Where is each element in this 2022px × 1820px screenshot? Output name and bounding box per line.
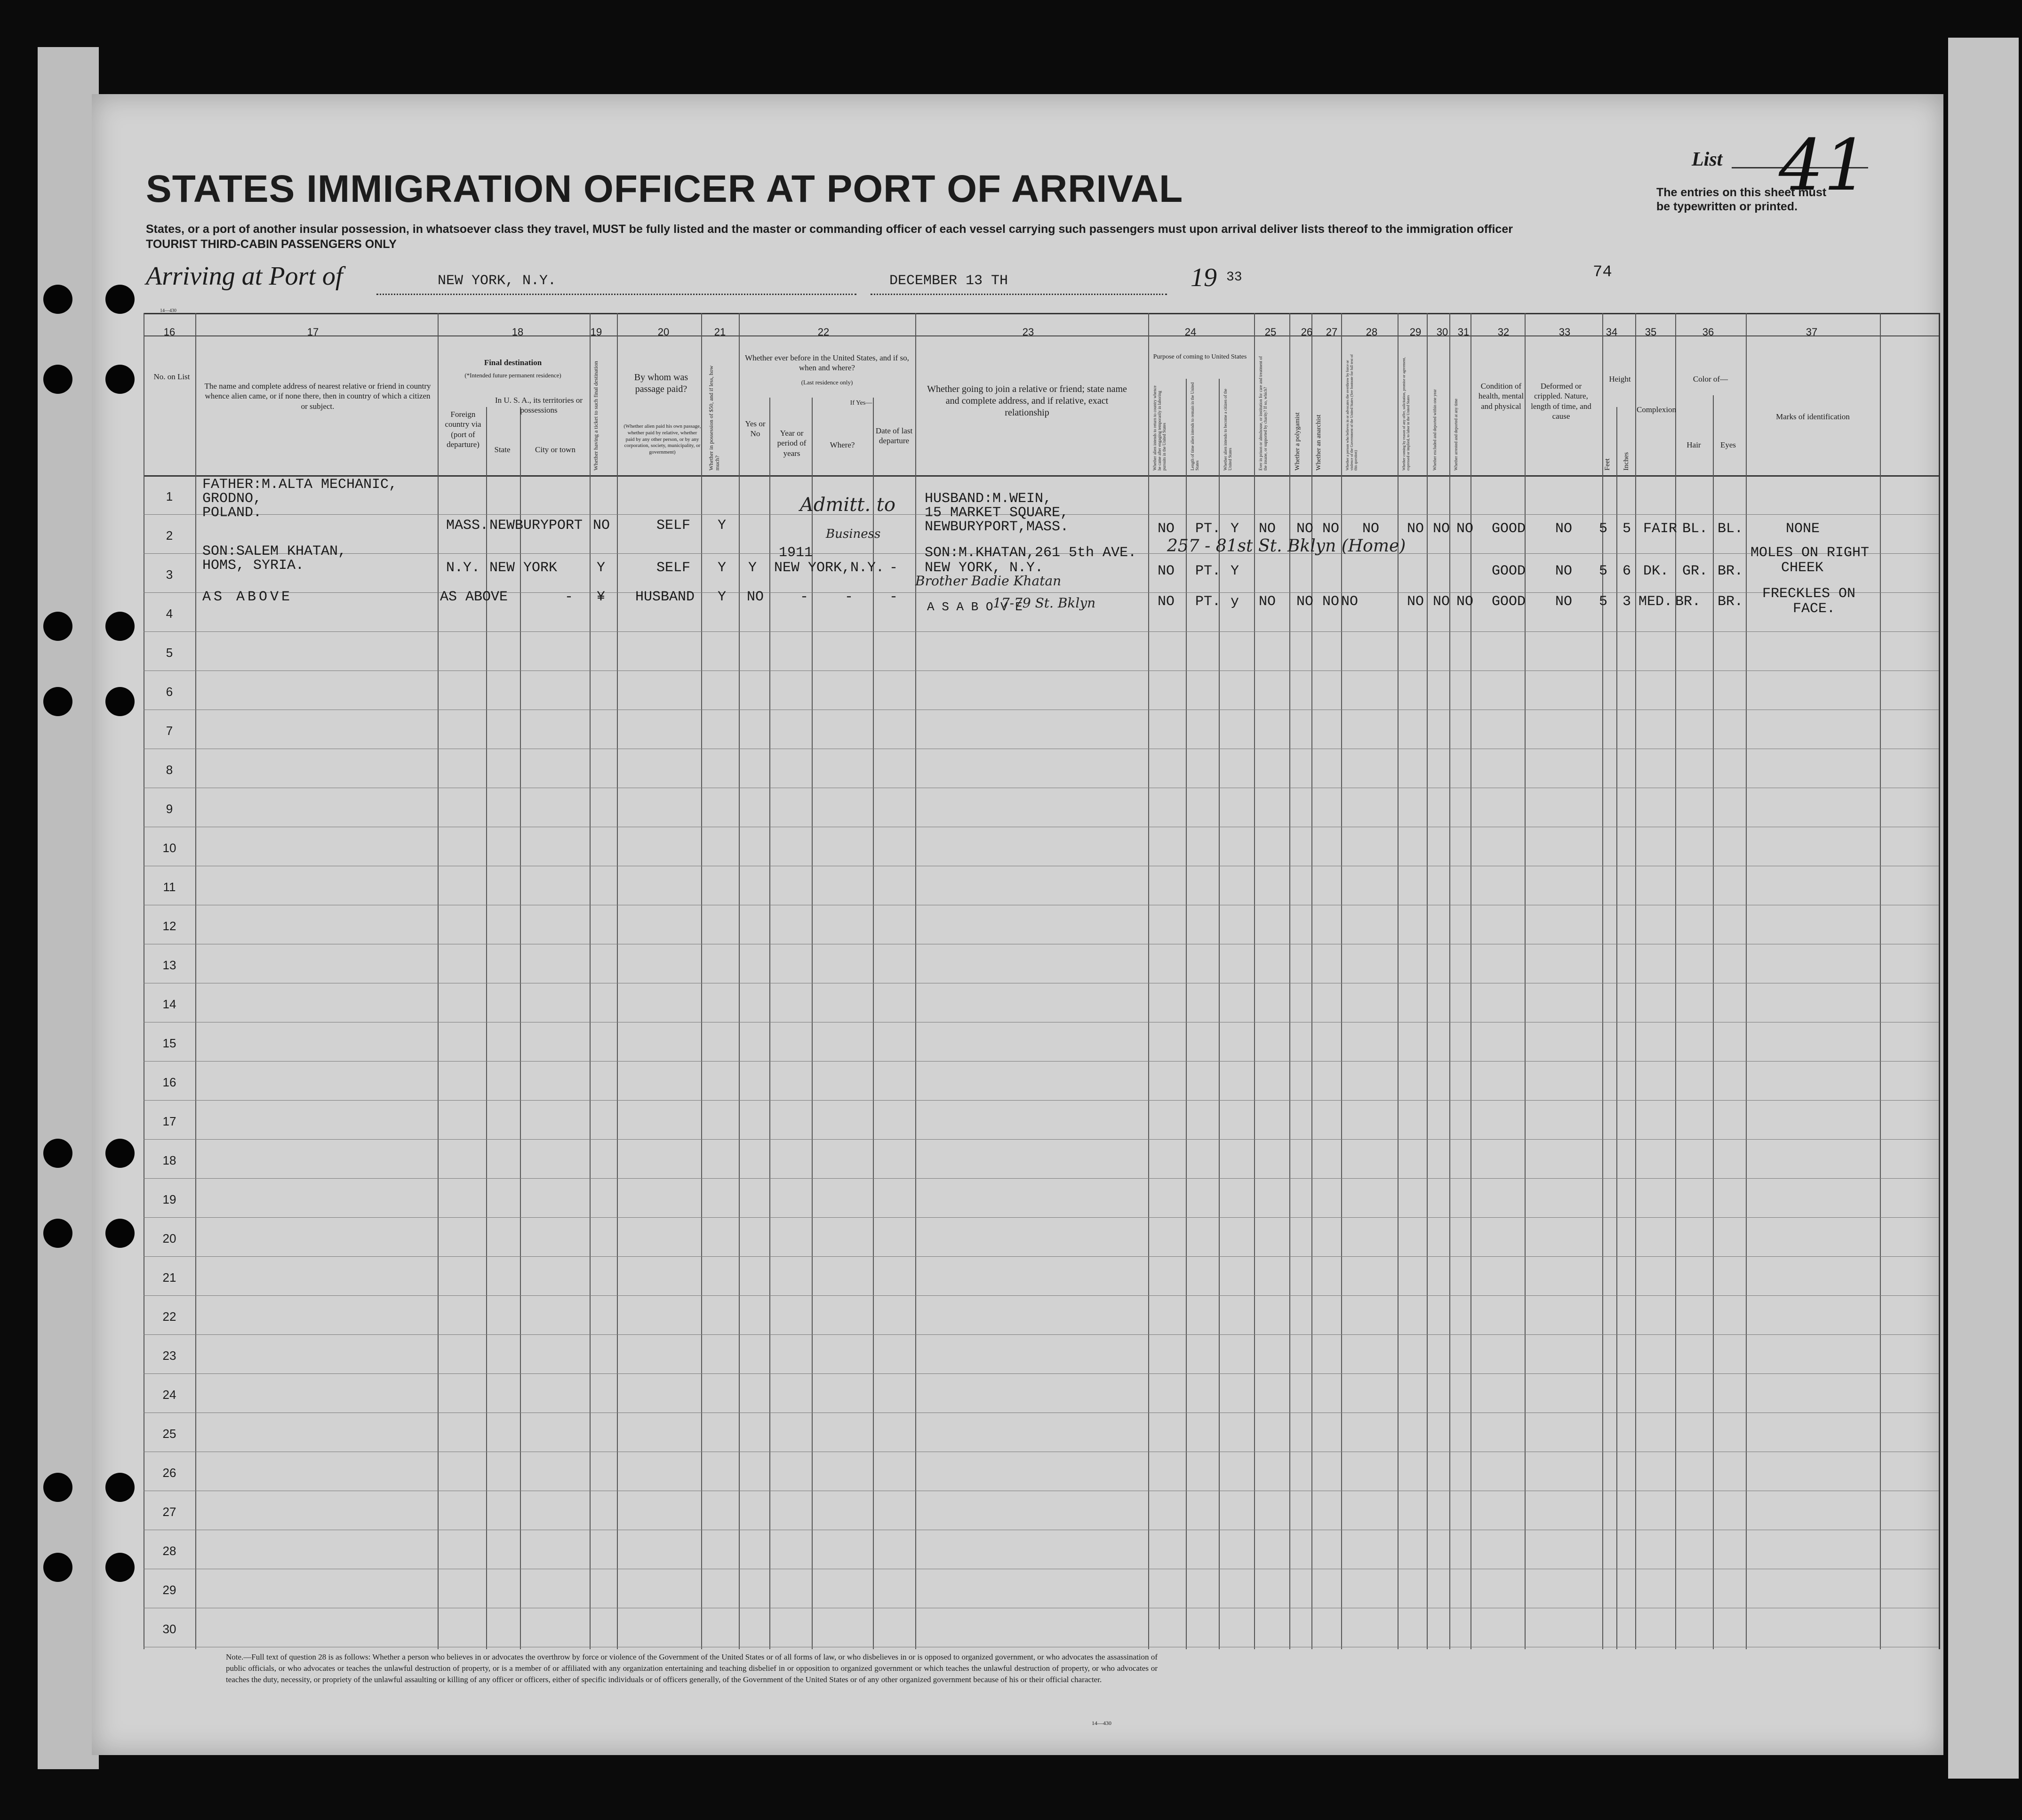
row2-city: NEW YORK	[489, 560, 558, 576]
header-color-of: Color of—	[1693, 375, 1728, 383]
row1-eyes: BL.	[1718, 521, 1743, 537]
row3-polygamist: NO	[1296, 594, 1314, 610]
row1-marks: NONE	[1786, 521, 1820, 537]
port-underline	[376, 294, 856, 295]
header-passage: By whom was passage paid?	[634, 372, 688, 394]
column-number: 36	[1702, 326, 1714, 338]
row-number: 20	[162, 1231, 176, 1245]
row1-overthrow: NO	[1362, 521, 1380, 537]
year-century: 19	[1191, 263, 1217, 292]
row1-handwritten-note-1: Admitt. to	[800, 494, 895, 516]
header-if-yes: If Yes—	[850, 399, 872, 407]
header-polygamist: Whether a polygamist	[1294, 412, 1301, 471]
header-state: State	[494, 445, 511, 454]
row2-where: NEW YORK,N.Y.	[774, 560, 885, 576]
header-complexion: Complexion	[1637, 405, 1677, 414]
row-number: 15	[162, 1036, 176, 1050]
row-number: 29	[162, 1583, 176, 1597]
row1-feet: 5	[1599, 521, 1608, 537]
right-binding-strip	[1948, 38, 2019, 1779]
row2-purpose-c: Y	[1231, 563, 1239, 579]
row1-purpose-a: NO	[1158, 521, 1175, 537]
row-number: 12	[162, 919, 176, 933]
list-number: 41	[1779, 125, 1869, 207]
column-number: 31	[1457, 326, 1470, 338]
row-number: 22	[162, 1309, 176, 1324]
list-label: List	[1692, 149, 1723, 170]
header-year-period: Year or period of years	[777, 429, 807, 458]
column-number: 28	[1366, 326, 1378, 338]
punch-hole	[43, 1219, 72, 1248]
arriving-label: Arriving at Port of	[146, 262, 343, 291]
intro-line-1: States, or a port of another insular possession, in whatsoever class they travel, MUST be fully listed and the master or commanding officer of each vessel carrying such passengers must upon arrival deliver lists thereof to the immigration officer	[146, 223, 1513, 236]
row-number: 8	[166, 763, 173, 777]
column-number: 24	[1184, 326, 1197, 338]
header-purpose-c: Whether alien intends to become a citizen of the United States	[1223, 389, 1232, 471]
row1-polygamist: NO	[1296, 521, 1314, 537]
row3-passage: HUSBAND	[635, 589, 695, 605]
row3-ticket: ¥	[597, 589, 606, 605]
row-number: 6	[166, 685, 173, 699]
column-number: 23	[1022, 326, 1034, 338]
row3-yes-no: NO	[747, 589, 764, 605]
row2-marks-line2: CHEEK	[1781, 560, 1824, 576]
row1-relative-line2: GRODNO,	[202, 491, 262, 507]
header-eyes: Eyes	[1720, 440, 1736, 449]
header-fifty: Whether in possession of $50, and if less, how much?	[708, 365, 721, 471]
column-number: 27	[1326, 326, 1338, 338]
row3-excluded: NO	[1433, 594, 1450, 610]
column-number: 17	[307, 326, 319, 338]
row1-arrested: NO	[1456, 521, 1474, 537]
row3-marks-line2: FACE.	[1793, 601, 1836, 617]
row1-state: MASS.	[446, 518, 489, 534]
row1-join-line1: HUSBAND:M.WEIN,	[925, 491, 1052, 507]
row-line	[144, 631, 1939, 632]
row1-join-line2: 15 MARKET SQUARE,	[925, 505, 1069, 521]
header-purpose-b: Length of time alien intends to remain in the United States	[1190, 382, 1199, 471]
column-number: 34	[1606, 326, 1618, 338]
column-number: 25	[1264, 326, 1277, 338]
punch-hole	[105, 1139, 135, 1168]
sheet-number: 74	[1593, 263, 1612, 281]
header-final-destination: Final destination	[484, 358, 542, 367]
header-foreign-country: Foreign country via (port of departure)	[445, 410, 481, 449]
column-number: 18	[511, 326, 524, 338]
row1-relative-line3: POLAND.	[202, 505, 262, 521]
header-hair: Hair	[1686, 440, 1701, 449]
year-suffix: 33	[1226, 270, 1242, 285]
header-prison: Ever in prison or almshouse, or institution for care and treatment of the insane, or supported by charity? If so, which?	[1258, 356, 1268, 471]
punch-hole	[43, 285, 72, 314]
row3-hair: BR.	[1675, 594, 1701, 610]
row3-purpose-a: NO	[1158, 594, 1175, 610]
row3-state: AS ABOVE	[440, 589, 508, 605]
row-number: 11	[163, 880, 176, 894]
form-title: STATES IMMIGRATION OFFICER AT PORT OF ARRIVAL	[146, 168, 1183, 210]
row2-join-line1: SON:M.KHATAN,261 5th AVE.	[925, 545, 1137, 561]
row2-fifty: Y	[718, 560, 727, 576]
row1-excluded: NO	[1433, 521, 1450, 537]
column-number: 19	[590, 326, 602, 338]
arrival-port: NEW YORK, N.Y.	[438, 273, 557, 289]
row-line	[144, 592, 1939, 593]
punch-hole	[105, 612, 135, 641]
punch-hole	[43, 1553, 72, 1582]
column-number: 29	[1409, 326, 1422, 338]
row3-purpose-c: y	[1231, 594, 1239, 610]
row1-passage: SELF	[656, 518, 691, 534]
row2-feet: 5	[1599, 563, 1608, 579]
row1-city: NEWBURYPORT	[489, 518, 583, 534]
punch-hole	[43, 687, 72, 716]
header-no-on-list: No. on List	[153, 372, 190, 381]
row2-state: N.Y.	[446, 560, 480, 576]
header-date-departure: Date of last departure	[875, 426, 913, 446]
row3-city: -	[565, 589, 574, 605]
header-offer: Whether coming by reason of any offer, solicitation, promise or agreement, expressed or implied, to labor in the United States	[1402, 357, 1410, 471]
punch-hole	[105, 687, 135, 716]
row-line	[144, 1256, 1939, 1257]
punch-hole	[43, 1139, 72, 1168]
header-in-usa: In U. S. A., its territories or possessions	[495, 396, 583, 415]
row3-complexion: MED.	[1638, 594, 1673, 610]
row1-anarchist: NO	[1322, 521, 1340, 537]
row3-prison: NO	[1259, 594, 1276, 610]
row1-prison: NO	[1259, 521, 1276, 537]
column-number: 37	[1806, 326, 1818, 338]
row1-relative-line1: FATHER:M.ALTA MECHANIC,	[202, 477, 398, 493]
row2-eyes: BR.	[1718, 563, 1743, 579]
column-number: 32	[1497, 326, 1510, 338]
row1-join-line3: NEWBURYPORT,MASS.	[925, 519, 1069, 535]
row1-complexion: FAIR	[1643, 521, 1678, 537]
row-number: 30	[162, 1622, 176, 1636]
row1-purpose-b: PT.	[1195, 521, 1221, 537]
punch-hole	[105, 1219, 135, 1248]
header-feet: Feet	[1604, 458, 1611, 471]
row1-purpose-c: Y	[1231, 521, 1239, 537]
row2-hair: GR.	[1682, 563, 1708, 579]
row3-feet: 5	[1599, 594, 1608, 610]
row3-fifty: Y	[718, 589, 727, 605]
punch-hole	[105, 1553, 135, 1582]
punch-hole	[105, 285, 135, 314]
date-underline	[871, 294, 1167, 295]
header-yes-no: Yes or No	[745, 419, 766, 439]
row3-condition: GOOD	[1492, 594, 1526, 610]
row3-inches: 3	[1622, 594, 1631, 610]
column-number: 16	[163, 326, 176, 338]
list-note-1: The entries on this sheet must	[1656, 186, 1827, 199]
header-ticket: Whether having a ticket to such final destination	[592, 361, 599, 471]
list-note-2: be typewritten or printed.	[1656, 200, 1798, 213]
row1-inches: 5	[1622, 521, 1631, 537]
header-anarchist: Whether an anarchist	[1315, 415, 1322, 471]
row2-complexion: DK.	[1643, 563, 1669, 579]
row-number: 4	[166, 607, 173, 621]
header-passage-sub: (Whether alien paid his own passage, whether paid by relative, whether paid by any other person, or by any corporation, society, municipality, or government)	[623, 423, 701, 455]
header-purpose-a: Whether alien intends to return to country whence he came after engaging temporarily in laboring pursuits in the United States	[1152, 385, 1167, 471]
footnote: Note.—Full text of question 28 is as follows: Whether a person who believes in or advocates the overthrow by force or violence of the Government of the United States or of all forms of law, or who disbelieves in or is opposed to organized government, or who advocates the assassination of public officials, or who advocates or teaches the unlawful destruction of property, or is a member of or affiliated with any organization entertaining and teaching disbelief in or opposition to organized government or which teaches the unlawful destruction of property, or who advocates or teaches the duty, necessity, or propriety of the unlawful assaulting or killing of any officer or officers, either of specific individuals or of officers generally, of the Government of the United States or of any other organized government because of his or their official character.	[226, 1652, 1158, 1684]
row3-year-period: -	[800, 589, 809, 605]
row-number: 19	[162, 1192, 176, 1206]
punch-hole	[105, 365, 135, 394]
form-number-bottom: 14—430	[1092, 1720, 1111, 1726]
column-number: 26	[1301, 326, 1313, 338]
row-number: 10	[162, 841, 176, 855]
header-before-us: Whether ever before in the United States, and if so, when and where?	[745, 353, 909, 373]
row3-overthrow: NO	[1341, 594, 1359, 610]
row2-handwritten-note: 257 - 81st St. Bklyn (Home)	[1167, 536, 1406, 556]
header-excluded: Whether excluded and deported within one year	[1432, 389, 1437, 471]
row-line	[144, 1139, 1939, 1140]
row-line	[144, 1373, 1939, 1374]
form-number-top: 14—430	[160, 308, 176, 313]
row1-condition: GOOD	[1492, 521, 1526, 537]
header-city: City or town	[535, 445, 575, 454]
row-line	[144, 1178, 1939, 1179]
row1-handwritten-note-2: Business	[826, 527, 881, 541]
row-line	[144, 1217, 1939, 1218]
row-number: 26	[162, 1466, 176, 1480]
row2-join-line2: NEW YORK, N.Y.	[925, 560, 1044, 576]
row2-relative-line2: HOMS, SYRIA.	[202, 558, 304, 574]
row-number: 13	[162, 958, 176, 972]
row-number: 23	[162, 1349, 176, 1363]
row-line	[144, 1334, 1939, 1335]
row-number: 1	[166, 489, 173, 503]
row-number: 27	[162, 1505, 176, 1519]
header-purpose: Purpose of coming to United States	[1153, 353, 1247, 360]
header-inches: Inches	[1622, 452, 1630, 471]
row-number: 5	[166, 646, 173, 660]
header-join: Whether going to join a relative or friend; state name and complete address, and if relative, exact relationship	[927, 384, 1127, 418]
header-final-destination-sub: (*Intended future permanent residence)	[464, 372, 561, 379]
row-number: 28	[162, 1544, 176, 1558]
row3-date-departure: -	[889, 589, 898, 605]
row-number: 3	[166, 567, 173, 582]
row2-date-departure: -	[889, 560, 898, 576]
column-number: 33	[1558, 326, 1571, 338]
punch-hole	[105, 1473, 135, 1502]
row3-eyes: BR.	[1718, 594, 1743, 610]
header-where: Where?	[830, 440, 855, 449]
punch-hole	[43, 612, 72, 641]
row-number: 17	[162, 1114, 176, 1128]
row1-hair: BL.	[1682, 521, 1708, 537]
column-number: 21	[714, 326, 726, 338]
row3-deformed: NO	[1555, 594, 1573, 610]
punch-hole	[43, 1473, 72, 1502]
row2-year-period: 1911	[779, 545, 813, 561]
row-number: 25	[162, 1427, 176, 1441]
header-overthrow: Whether a person who believes in or advocates the overthrow by force or violence of the Government of the United States (See footnote for full text of this question)	[1345, 354, 1358, 471]
row3-anarchist: NO	[1322, 594, 1340, 610]
column-number: 30	[1436, 326, 1448, 338]
row-number: 2	[166, 528, 173, 543]
row2-deformed: NO	[1555, 563, 1573, 579]
column-number: 20	[657, 326, 670, 338]
row3-where: -	[845, 589, 854, 605]
row-line	[144, 1061, 1939, 1062]
row2-inches: 6	[1622, 563, 1631, 579]
row3-offer: NO	[1407, 594, 1424, 610]
row-number: 21	[162, 1270, 176, 1285]
column-number: 22	[817, 326, 830, 338]
header-deformed: Deformed or crippled. Nature, length of time, and cause	[1531, 382, 1591, 421]
row2-yes-no: Y	[748, 560, 757, 576]
row-number: 7	[166, 724, 173, 738]
row-line	[144, 1295, 1939, 1296]
row1-ticket: NO	[593, 518, 610, 534]
row2-passage: SELF	[656, 560, 691, 576]
row2-purpose-b: PT.	[1195, 563, 1221, 579]
row3-handwritten-note-2: 17-79 St. Bklyn	[993, 595, 1096, 611]
arrival-date: DECEMBER 13 TH	[889, 273, 1008, 289]
row-number: 9	[166, 802, 173, 816]
row-number: 14	[162, 997, 176, 1011]
header-condition: Condition of health, mental and physical	[1478, 382, 1524, 411]
row3-arrested: NO	[1456, 594, 1474, 610]
intro-line-2: TOURIST THIRD-CABIN PASSENGERS ONLY	[146, 238, 397, 251]
row3-handwritten-note-1: Brother Badie Khatan	[915, 573, 1062, 589]
row1-fifty: Y	[718, 518, 727, 534]
row2-marks-line1: MOLES ON RIGHT	[1750, 545, 1870, 561]
row3-join: A S A B O V E	[927, 600, 1023, 614]
row2-purpose-a: NO	[1158, 563, 1175, 579]
row-line	[144, 1100, 1939, 1101]
row1-deformed: NO	[1555, 521, 1573, 537]
header-before-us-sub: (Last residence only)	[801, 379, 853, 386]
punch-hole	[43, 365, 72, 394]
row3-relative: AS ABOVE	[202, 589, 293, 605]
row-number: 18	[162, 1153, 176, 1167]
header-height: Height	[1609, 375, 1631, 383]
column-number: 35	[1645, 326, 1657, 338]
row3-marks-line1: FRECKLES ON	[1762, 586, 1856, 602]
row2-ticket: Y	[597, 560, 606, 576]
header-marks: Marks of identification	[1776, 412, 1850, 421]
header-relative: The name and complete address of nearest relative or friend in country whence alien came, or if none there, then in country of which a citizen or subject.	[204, 382, 431, 411]
row3-purpose-b: PT.	[1195, 594, 1221, 610]
row2-relative-line1: SON:SALEM KHATAN,	[202, 543, 347, 559]
row-number: 16	[162, 1075, 176, 1089]
header-arrested: Whether arrested and deported at any time	[1454, 399, 1458, 471]
row-number: 24	[162, 1388, 176, 1402]
row1-offer: NO	[1407, 521, 1424, 537]
row2-condition: GOOD	[1492, 563, 1526, 579]
